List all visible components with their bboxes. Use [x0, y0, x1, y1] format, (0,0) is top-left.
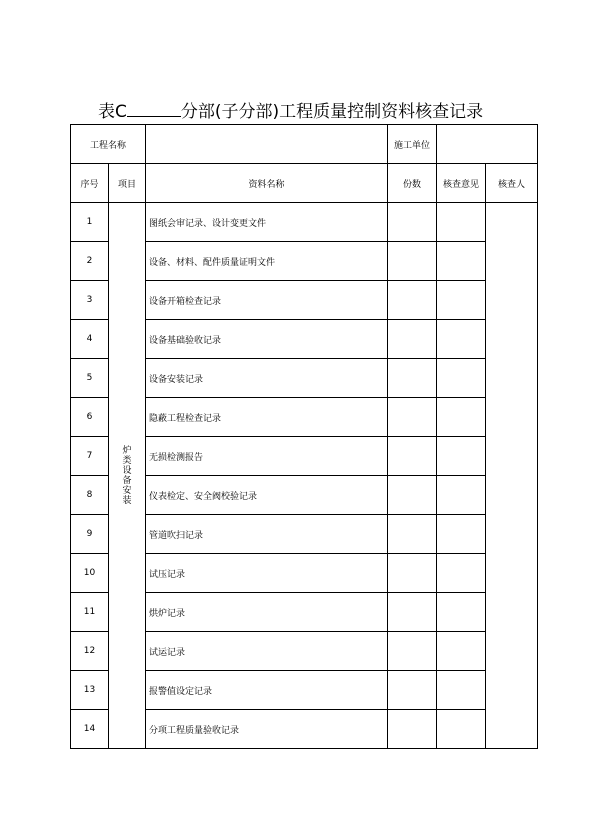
col-header-no: 序号 — [71, 164, 109, 203]
row-number: 7 — [71, 437, 109, 476]
copies-cell[interactable] — [388, 515, 437, 554]
doc-name-cell: 设备、材料、配件质量证明文件 — [146, 242, 388, 281]
doc-name-cell: 设备基础验收记录 — [146, 320, 388, 359]
construction-unit-label: 施工单位 — [388, 125, 437, 164]
opinion-cell[interactable] — [437, 593, 486, 632]
copies-cell[interactable] — [388, 281, 437, 320]
row-number: 3 — [71, 281, 109, 320]
opinion-cell[interactable] — [437, 359, 486, 398]
page-title — [98, 99, 536, 125]
row-number: 11 — [71, 593, 109, 632]
opinion-cell[interactable] — [437, 476, 486, 515]
row-number: 13 — [71, 671, 109, 710]
item-category — [109, 203, 146, 749]
copies-cell[interactable] — [388, 437, 437, 476]
doc-name-cell: 图纸会审记录、设计变更文件 — [146, 203, 388, 242]
header-row-project — [71, 125, 538, 164]
construction-unit-value[interactable] — [437, 125, 538, 164]
table-row — [71, 203, 538, 242]
opinion-cell[interactable] — [437, 320, 486, 359]
opinion-cell[interactable] — [437, 398, 486, 437]
copies-cell[interactable] — [388, 632, 437, 671]
title-blank-line — [127, 100, 181, 117]
row-number: 1 — [71, 203, 109, 242]
row-number: 5 — [71, 359, 109, 398]
copies-cell[interactable] — [388, 593, 437, 632]
header-row-columns — [71, 164, 538, 203]
doc-name-cell: 烘炉记录 — [146, 593, 388, 632]
item-category-label: 炉类设备安装 — [122, 445, 132, 506]
col-header-opinion: 核查意见 — [437, 164, 486, 203]
copies-cell[interactable] — [388, 320, 437, 359]
row-number: 9 — [71, 515, 109, 554]
opinion-cell[interactable] — [437, 554, 486, 593]
col-header-item: 项目 — [109, 164, 146, 203]
opinion-cell[interactable] — [437, 710, 486, 749]
row-number: 6 — [71, 398, 109, 437]
opinion-cell[interactable] — [437, 437, 486, 476]
doc-name-cell: 隐蔽工程检查记录 — [146, 398, 388, 437]
title-main: 分部(子分部)工程质量控制资料核查记录 — [180, 102, 484, 122]
copies-cell[interactable] — [388, 710, 437, 749]
copies-cell[interactable] — [388, 476, 437, 515]
opinion-cell[interactable] — [437, 242, 486, 281]
row-number: 12 — [71, 632, 109, 671]
copies-cell[interactable] — [388, 554, 437, 593]
row-number: 4 — [71, 320, 109, 359]
doc-name-cell: 仪表检定、安全阀校验记录 — [146, 476, 388, 515]
opinion-cell[interactable] — [437, 281, 486, 320]
copies-cell[interactable] — [388, 359, 437, 398]
row-number: 10 — [71, 554, 109, 593]
doc-name-cell: 试运记录 — [146, 632, 388, 671]
copies-cell[interactable] — [388, 671, 437, 710]
inspection-table — [70, 124, 538, 749]
col-header-checker: 核查人 — [486, 164, 538, 203]
project-name-value[interactable] — [146, 125, 388, 164]
opinion-cell[interactable] — [437, 671, 486, 710]
row-number: 8 — [71, 476, 109, 515]
doc-name-cell: 设备开箱检查记录 — [146, 281, 388, 320]
project-name-label: 工程名称 — [71, 125, 146, 164]
opinion-cell[interactable] — [437, 515, 486, 554]
title-prefix: 表C — [98, 102, 127, 122]
opinion-cell[interactable] — [437, 203, 486, 242]
opinion-cell[interactable] — [437, 632, 486, 671]
checker-cell[interactable] — [486, 203, 538, 749]
doc-name-cell: 无损检测报告 — [146, 437, 388, 476]
doc-name-cell: 分项工程质量验收记录 — [146, 710, 388, 749]
copies-cell[interactable] — [388, 398, 437, 437]
copies-cell[interactable] — [388, 203, 437, 242]
doc-name-cell: 报警值设定记录 — [146, 671, 388, 710]
col-header-doc-name: 资料名称 — [146, 164, 388, 203]
doc-name-cell: 设备安装记录 — [146, 359, 388, 398]
row-number: 2 — [71, 242, 109, 281]
col-header-copies: 份数 — [388, 164, 437, 203]
copies-cell[interactable] — [388, 242, 437, 281]
doc-name-cell: 管道吹扫记录 — [146, 515, 388, 554]
row-number: 14 — [71, 710, 109, 749]
doc-name-cell: 试压记录 — [146, 554, 388, 593]
